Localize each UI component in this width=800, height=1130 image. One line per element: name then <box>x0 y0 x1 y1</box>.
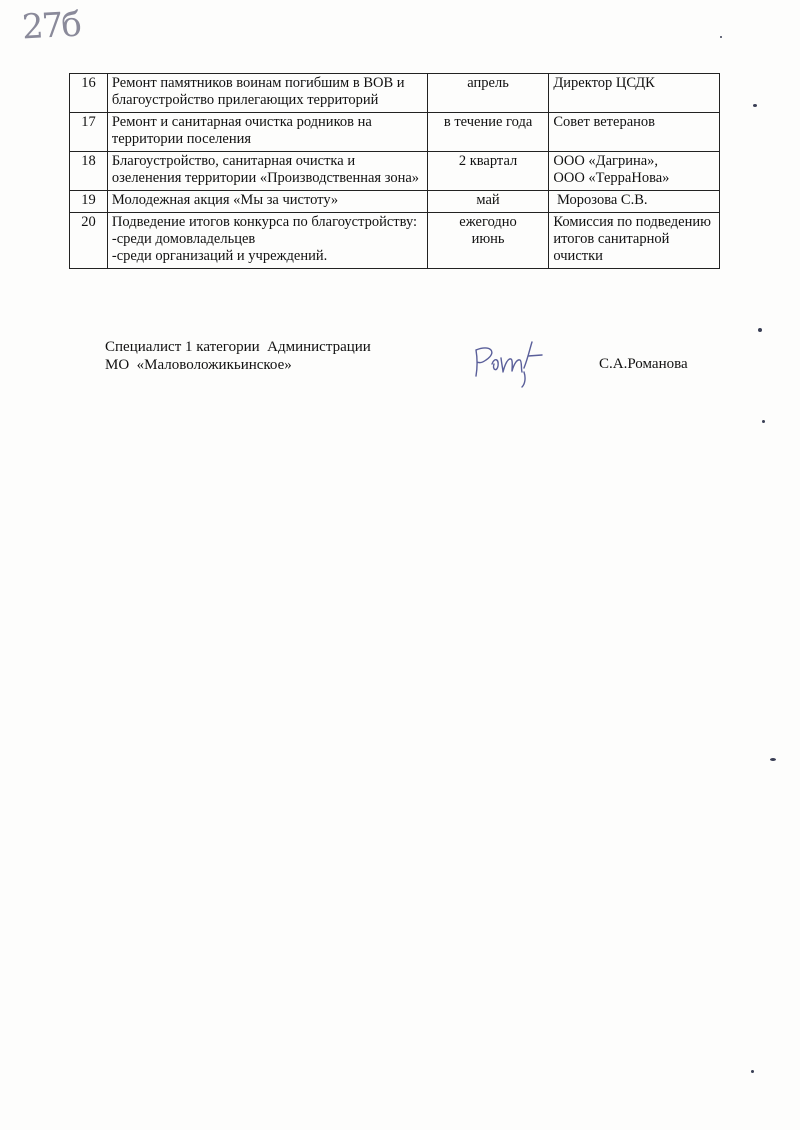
table-row <box>70 191 720 213</box>
signatory-position: Специалист 1 категории Администрации МО «Маловоложикьинское» <box>105 339 371 373</box>
term-cell: 2 квартал <box>427 152 549 191</box>
signatory-name: С.А.Романова <box>599 356 688 372</box>
row-number: 19 <box>70 191 108 213</box>
table-row <box>70 213 720 269</box>
scan-speck <box>762 420 765 423</box>
row-number: 17 <box>70 113 108 152</box>
responsible-cell: Директор ЦСДК <box>549 74 720 113</box>
term-cell: апрель <box>427 74 549 113</box>
table-row <box>70 113 720 152</box>
table-row <box>70 152 720 191</box>
table-row <box>70 74 720 113</box>
term-cell: май <box>427 191 549 213</box>
scan-speck <box>753 104 757 107</box>
measures-table <box>69 73 720 269</box>
responsible-cell: Совет ветеранов <box>549 113 720 152</box>
responsible-cell: Комиссия по подведению итогов санитарной очистки <box>549 213 720 269</box>
row-number: 20 <box>70 213 108 269</box>
responsible-cell: ООО «Дагрина», ООО «ТерраНова» <box>549 152 720 191</box>
page-number-handwritten: 27б <box>20 4 81 48</box>
term-cell: ежегодно июнь <box>427 213 549 269</box>
row-number: 16 <box>70 74 108 113</box>
row-number: 18 <box>70 152 108 191</box>
event-cell: Ремонт и санитарная очистка родников на территории поселения <box>107 113 427 152</box>
handwritten-signature <box>468 338 548 388</box>
event-cell: Подведение итогов конкурса по благоустройству: -среди домовладельцев -среди организаций и учреждений. <box>107 213 427 269</box>
scan-speck <box>751 1070 754 1073</box>
event-cell: Ремонт памятников воинам погибшим в ВОВ и благоустройство прилегающих территорий <box>107 74 427 113</box>
scan-speck <box>720 36 722 38</box>
term-cell: в течение года <box>427 113 549 152</box>
scan-speck <box>770 758 776 761</box>
event-cell: Молодежная акция «Мы за чистоту» <box>107 191 427 213</box>
event-cell: Благоустройство, санитарная очистка и озеленения территории «Производственная зона» <box>107 152 427 191</box>
responsible-cell: Морозова С.В. <box>549 191 720 213</box>
scan-speck <box>758 328 762 332</box>
